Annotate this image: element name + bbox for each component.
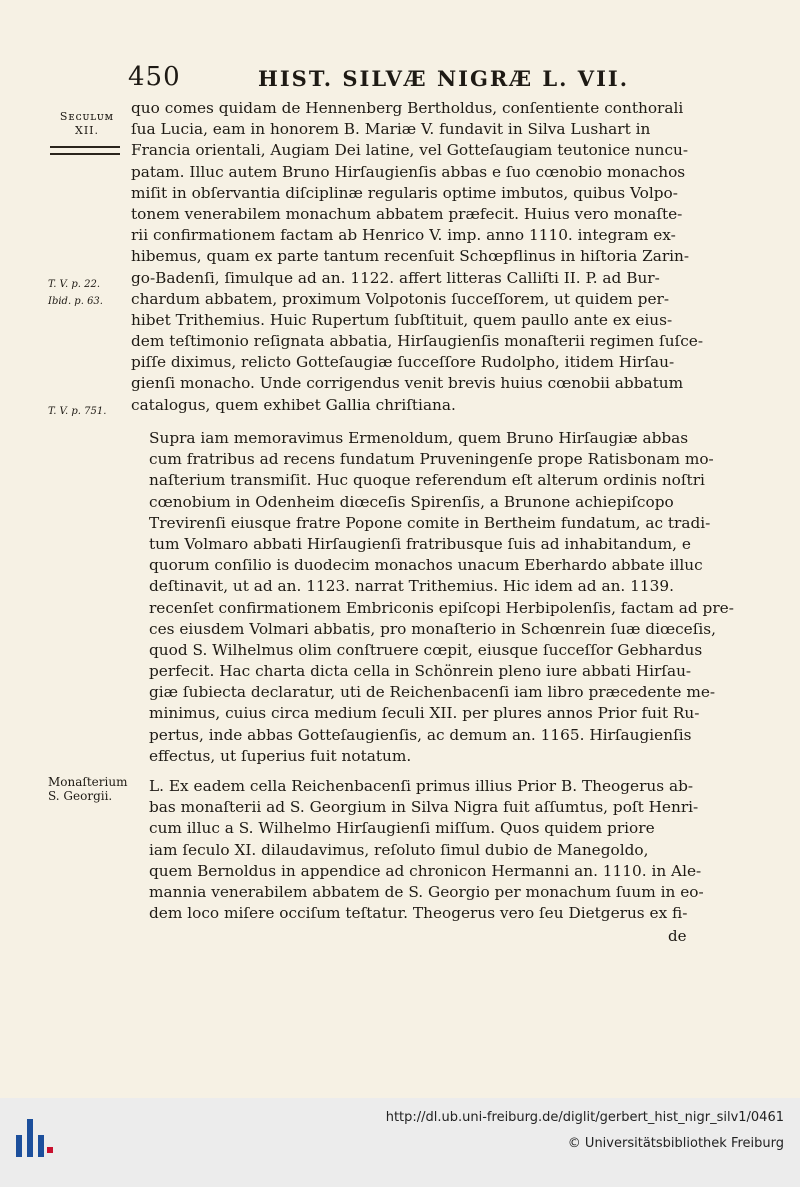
margin-seculum-number: XII.	[74, 124, 100, 137]
text-line: tonem venerabilem monachum abbatem præfecit. Huius vero monaſte-	[131, 204, 683, 223]
page-number: 450	[128, 62, 181, 92]
text-line: recenſet confirmationem Embriconis epiſcopi Herbipolenſis, factam ad pre-	[149, 598, 734, 617]
text-line: naſterium transmiſit. Huc quoque referendum eſt alterum ordinis noſtri	[149, 471, 705, 490]
text-line: pertus, inde abbas Gotteſaugienſis, ac demum an. 1165. Hirſaugienſis	[149, 725, 692, 744]
text-line: hibemus, quam ex parte tantum recenſuit Schœpflinus in hiſtoria Zarin-	[131, 247, 690, 266]
text-line: rii confirmationem factam ab Henrico V. imp. anno 1110. integram ex-	[131, 226, 676, 245]
text-line: quo comes quidam de Hennenberg Bertholdus, conſentiente conthorali	[131, 99, 684, 117]
margin-ref-3: T. V. p. 751.	[48, 406, 107, 417]
margin-ref-1: T. V. p. 22.	[48, 279, 101, 290]
text-line: quem Bernoldus in appendice ad chronicon Hermanni an. 1110. in Ale-	[149, 861, 702, 880]
text-line: cœnobium in Odenheim diœceſis Spirenſis, a Brunone achiepiſcopo	[149, 492, 674, 511]
text-line: patam. Illuc autem Bruno Hirſaugienſis abbas e ſuo cœnobio monachos	[131, 162, 686, 181]
text-line: Supra iam memoravimus Ermenoldum, quem Bruno Hirſaugiæ abbas	[149, 429, 689, 447]
text-line: hibet Trithemius. Huic Rupertum ſubſtituit, quem paullo ante ex eius-	[131, 310, 673, 329]
page-header	[128, 62, 698, 94]
ub-freiburg-logo-icon	[14, 1113, 54, 1165]
paragraph-1	[131, 98, 711, 416]
text-line: dem loco miſere occiſum teſtatur. Theogerus vero ſeu Dietgerus ex fi-	[149, 904, 688, 923]
margin-seculum	[48, 110, 126, 138]
margin-seculum-label: Sᴇᴄᴜʟᴜᴍ	[59, 110, 115, 123]
running-head: HIST. SILVÆ NIGRÆ L. VII.	[258, 66, 630, 91]
text-line: Francia orientali, Augiam Dei latine, vel Gotteſaugiam teutonice nuncu-	[131, 141, 689, 160]
margin-monasterium-line1: Monaſterium	[48, 775, 128, 789]
paragraph-3	[131, 776, 711, 924]
text-line: cum illuc a S. Wilhelmo Hirſaugienſi miſſum. Quos quidem priore	[149, 819, 655, 838]
text-line: quod S. Wilhelmus olim conſtruere cœpit, eiusque ſucceſſor Gebhardus	[149, 640, 703, 659]
text-line: ces eiusdem Volmari abbatis, pro monaſterio in Schœnrein ſuæ diœceſis,	[149, 619, 716, 638]
text-line: tum Volmaro abbati Hirſaugienſi fratribusque ſuis ad inhabitandum, e	[149, 534, 691, 553]
text-line: iam ſeculo XI. dilaudavimus, reſoluto ſimul dubio de Manegoldo,	[149, 840, 649, 859]
text-line: cum fratribus ad recens fundatum Pruveningenſe prope Ratisbonam mo-	[149, 450, 714, 469]
text-line: ſua Lucia, eam in honorem B. Mariæ V. fundavit in Silva Lushart in	[131, 120, 651, 139]
text-line: miſit in obſervantia diſciplinæ regularis optime imbutos, quibus Volpo-	[131, 183, 678, 202]
margin-ref-2: Ibid. p. 63.	[48, 296, 103, 307]
text-line: Trevirenſi eiusque fratre Popone comite in Bertheim fundatum, ac tradi-	[149, 513, 711, 532]
source-url-link[interactable]: http://dl.ub.uni-freiburg.de/diglit/gerbert_hist_nigr_silv1/0461	[385, 1110, 784, 1125]
margin-monasterium-line2: S. Georgii.	[48, 789, 113, 803]
text-line: chardum abbatem, proximum Volpotonis ſucceſſorem, ut quidem per-	[131, 289, 669, 308]
text-line: deſtinavit, ut ad an. 1123. narrat Trithemius. Hic idem ad an. 1139.	[149, 577, 674, 596]
margin-rule	[50, 146, 120, 155]
text-line: gienſi monacho. Unde corrigendus venit brevis huius cœnobii abbatum	[131, 374, 684, 393]
catchword: de	[668, 927, 687, 945]
text-line: mannia venerabilem abbatem de S. Georgio per monachum ſuum in eo-	[149, 882, 704, 901]
text-line: L. Ex eadem cella Reichenbacenſi primus illius Prior B. Theogerus ab-	[149, 777, 694, 795]
margin-monasterium	[48, 775, 126, 803]
text-line: go-Badenſi, ſimulque ad an. 1122. affert litteras Calliſti II. P. ad Bur-	[131, 268, 660, 287]
text-line: dem teſtimonio reſignata abbatia, Hirſaugienſis monaſterii regimen ſuſce-	[131, 332, 703, 351]
text-line: perfecit. Hac charta dicta cella in Schönrein pleno iure abbati Hirſau-	[149, 662, 692, 681]
text-line: catalogus, quem exhibet Gallia chriſtiana.	[131, 395, 456, 414]
text-line: giæ ſubiecta declaratur, uti de Reichenbacenſi iam libro præcedente me-	[149, 683, 716, 702]
text-line: minimus, cuius circa medium ſeculi XII. per plures annos Prior fuit Ru-	[149, 704, 700, 723]
paragraph-2	[131, 428, 734, 767]
text-line: piſſe diximus, relicto Gotteſaugiæ ſucceſſore Rudolpho, itidem Hirſau-	[131, 353, 675, 372]
copyright-notice: © Universitätsbibliothek Freiburg	[567, 1136, 784, 1151]
text-line: effectus, ut ſuperius fuit notatum.	[149, 746, 412, 765]
text-line: bas monaſterii ad S. Georgium in Silva Nigra fuit aſſumtus, poſt Henri-	[149, 798, 699, 817]
text-line: quorum conſilio is duodecim monachos unacum Eberhardo abbate illuc	[149, 556, 703, 575]
